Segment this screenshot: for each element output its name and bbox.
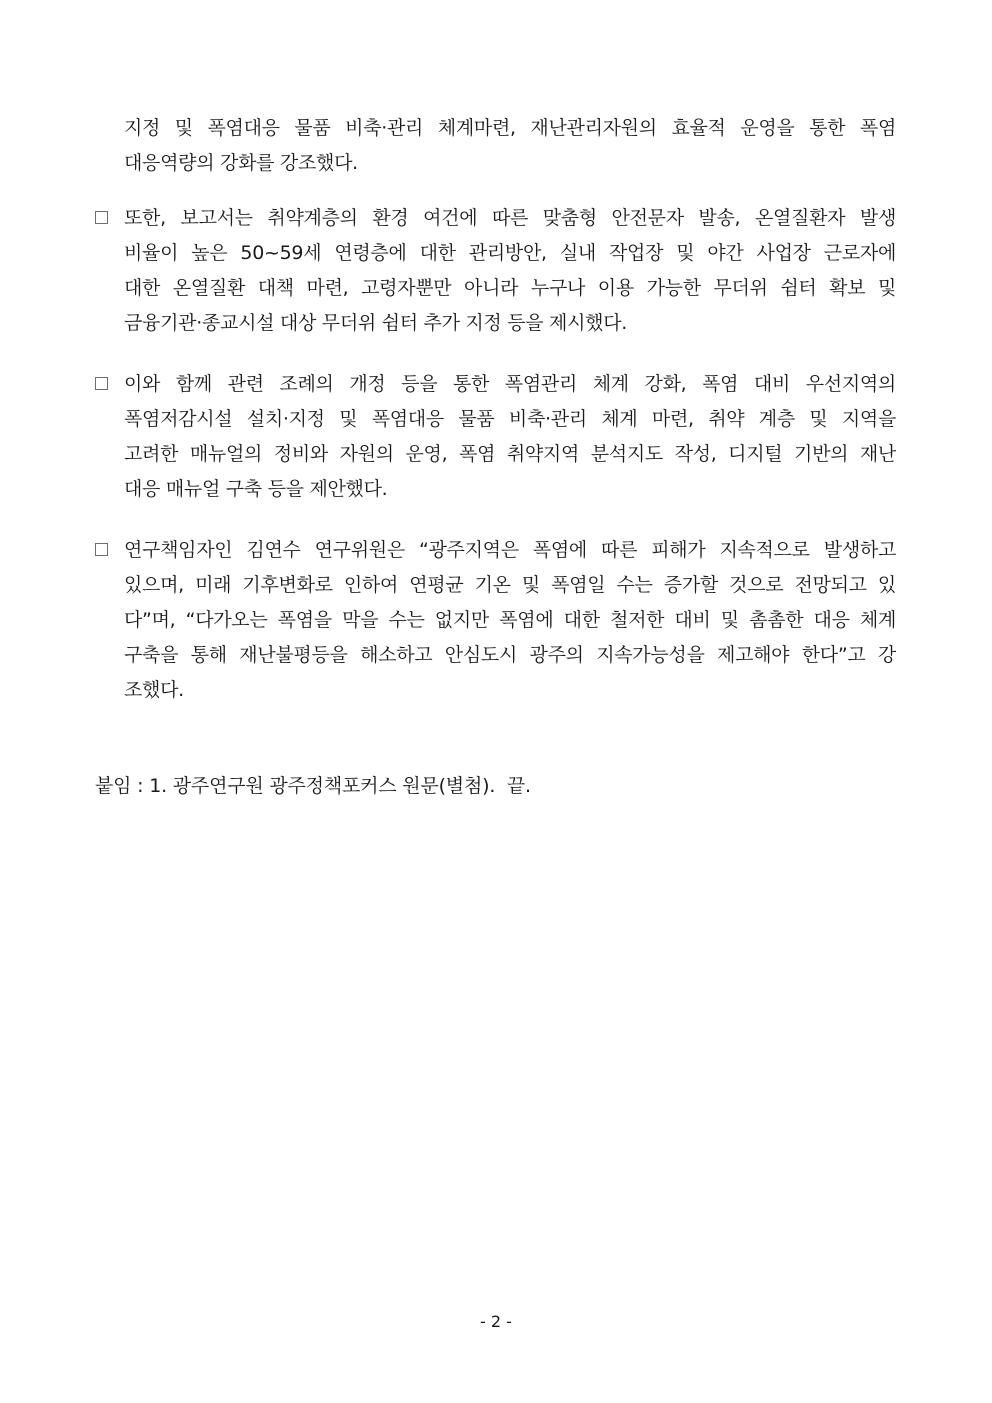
text-line: 대한 온열질환 대책 마련, 고령자뿐만 아니라 누구나 이용 가능한 무더위 쉼터 확보 및 (124, 277, 896, 299)
continued-paragraph (124, 114, 896, 184)
text-line: 또한, 보고서는 취약계층의 환경 여건에 따른 맞춤형 안전문자 발송, 온열질환자 발생 (124, 207, 896, 229)
text-line: 폭염저감시설 설치·지정 및 폭염대응 물품 비축·관리 체계 마련, 취약 계층 및 지역을 (124, 408, 896, 430)
checkbox-bullet-icon (95, 211, 108, 224)
text-line: 대응 매뉴얼 구축 등을 제안했다. (124, 478, 388, 500)
text-line: 다”며, “다가오는 폭염을 막을 수는 없지만 폭염에 대한 철저한 대비 및 촘촘한 대응 체계 (124, 609, 896, 631)
text-line: 고려한 매뉴얼의 정비와 자원의 운영, 폭염 취약지역 분석지도 작성, 디지털 기반의 재난 (124, 443, 896, 465)
bullet-paragraph-proposals (95, 370, 896, 510)
page-number: - 2 - (480, 1312, 512, 1331)
text-line: 지정 및 폭염대응 물품 비축·관리 체계마련, 재난관리자원의 효율적 운영을 통한 폭염 (124, 117, 896, 139)
text-line: 조했다. (124, 679, 184, 701)
checkbox-bullet-icon (95, 543, 108, 556)
bullet-paragraph-researcher-quote (95, 536, 896, 711)
text-line: 비율이 높은 50~59세 연령층에 대한 관리방안, 실내 작업장 및 야간 사업장 근로자에 (124, 242, 896, 264)
text-line: 연구책임자인 김연수 연구위원은 “광주지역은 폭염에 따른 피해가 지속적으로 발생하고 (124, 539, 896, 561)
text-line: 구축을 통해 재난불평등을 해소하고 안심도시 광주의 지속가능성을 제고해야 한다”고 강 (124, 644, 896, 666)
checkbox-bullet-icon (95, 377, 108, 390)
text-line: 있으며, 미래 기후변화로 인하여 연평균 기온 및 폭염일 수는 증가할 것으로 전망되고 있 (124, 574, 896, 596)
attachment-note: 붙임 : 1. 광주연구원 광주정책포커스 원문(별첨). 끝. (95, 775, 531, 797)
text-line: 금융기관·종교시설 대상 무더위 쉼터 추가 지정 등을 제시했다. (124, 312, 628, 334)
text-line: 대응역량의 강화를 강조했다. (124, 152, 358, 174)
text-line: 이와 함께 관련 조례의 개정 등을 통한 폭염관리 체계 강화, 폭염 대비 우선지역의 (124, 373, 896, 395)
bullet-paragraph-recommendations (95, 204, 896, 344)
